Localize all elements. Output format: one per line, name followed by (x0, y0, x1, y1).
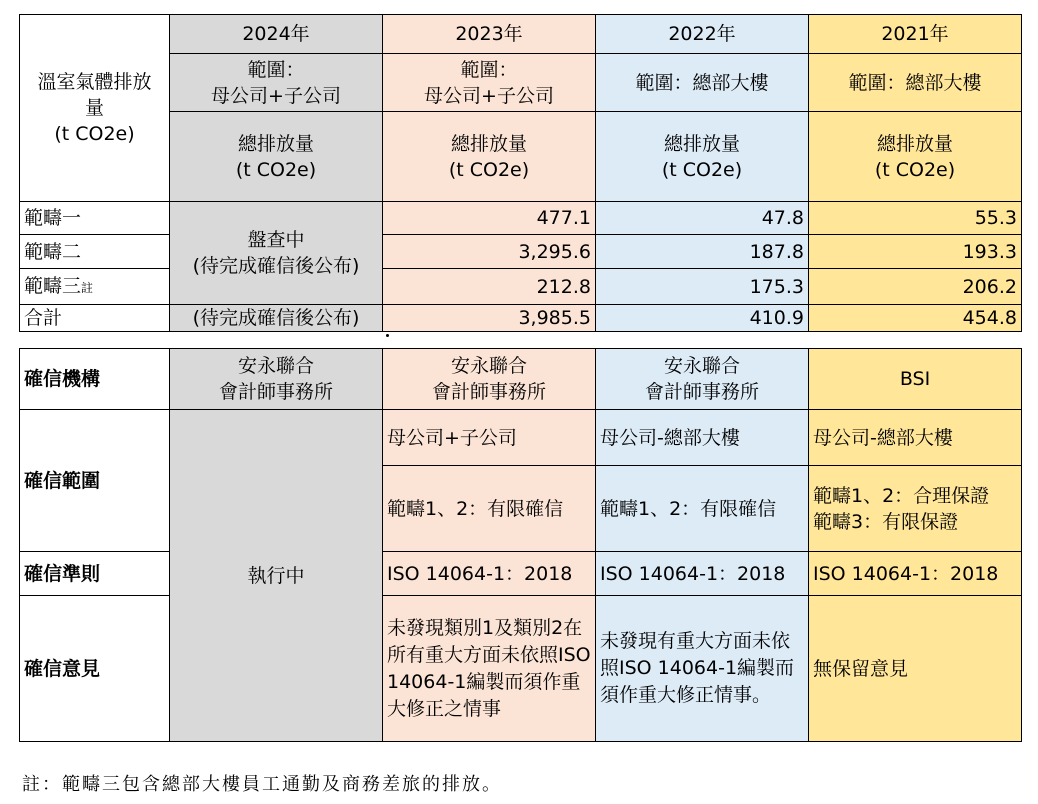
ghg-row-header-line3: 量 (84, 97, 104, 119)
scope2-2021-value: 193.3 (809, 235, 1022, 269)
total-emission-label-2024 (170, 112, 383, 202)
assurance-scope-2021-entity: 母公司-總部大樓 (809, 410, 1022, 466)
ghg-row-header (20, 15, 170, 202)
row-label-text: 範疇一 (24, 207, 82, 229)
scope-2024 (170, 54, 383, 112)
row-label-scope3 (20, 269, 170, 305)
total-emission-label-2022 (596, 112, 809, 202)
assurance-scope-2022-entity: 母公司-總部大樓 (596, 410, 809, 466)
row-label-text: 範疇二 (24, 240, 82, 263)
status-2024 (170, 202, 383, 305)
total-emission-label-text: 總排放量 (876, 132, 953, 155)
total-2022-value: 410.9 (596, 305, 809, 332)
assurance-status-2024: 執行中 (170, 410, 383, 742)
scope-2022: 範圍：總部大樓 (596, 54, 809, 112)
total-emission-label-text: 總排放量 (663, 132, 740, 155)
scope-2024-line2: 母公司+子公司 (211, 84, 341, 107)
org-2024-line2: 會計師事務所 (218, 381, 333, 403)
year-2022-header: 2022年 (596, 15, 809, 54)
year-2023-header: 2023年 (383, 15, 596, 54)
total-emission-label-unit: (t CO2e) (661, 158, 743, 181)
org-2022-line2: 會計師事務所 (644, 381, 759, 403)
scope1-2021-value: 55.3 (809, 202, 1022, 235)
ghg-row-header-unit: (t CO2e) (54, 123, 135, 145)
scope-2023 (383, 54, 596, 112)
opinion-2021: 無保留意見 (809, 596, 1022, 742)
total-emission-label-unit: (t CO2e) (874, 158, 956, 181)
status-2024-line1: 盤查中 (247, 229, 305, 251)
org-2021: BSI (809, 349, 1022, 410)
assurance-scope-2023-entity: 母公司+子公司 (383, 410, 596, 466)
row-label-text: 合計 (24, 307, 63, 329)
scope3-2023-value: 212.8 (383, 269, 596, 305)
standard-2023: ISO 14064-1：2018 (383, 552, 596, 596)
org-2024 (170, 349, 383, 410)
assurance-scope-2021-line2: 範疇3：有限保證 (813, 510, 959, 533)
total-emission-label-2023 (383, 112, 596, 202)
assurance-scope-label: 確信範圍 (20, 410, 170, 552)
org-2023 (383, 349, 596, 410)
org-2022-line1: 安永聯合 (663, 355, 740, 377)
assurance-table (19, 348, 1022, 742)
total-emission-label-2021 (809, 112, 1022, 202)
assurance-scope-2021-level (809, 466, 1022, 552)
year-2021-header: 2021年 (809, 15, 1022, 54)
org-2023-line2: 會計師事務所 (431, 381, 546, 403)
stray-dot (386, 334, 389, 337)
scope-2023-line1: 範圍： (460, 58, 518, 81)
scope1-2023-value: 477.1 (383, 202, 596, 235)
row-label-text: 範疇三 (24, 274, 82, 297)
year-2024-header: 2024年 (170, 15, 383, 54)
total-2021-value: 454.8 (809, 305, 1022, 332)
org-2022 (596, 349, 809, 410)
scope-2021: 範圍：總部大樓 (809, 54, 1022, 112)
scope2-2023-value: 3,295.6 (383, 235, 596, 269)
ghg-emissions-table (19, 14, 1022, 332)
footnote-marker: 註 (81, 280, 94, 295)
status-2024-line2: (待完成確信後公布) (192, 255, 360, 277)
scope3-2021-value: 206.2 (809, 269, 1022, 305)
total-2023-value: 3,985.5 (383, 305, 596, 332)
ghg-row-header-line1: 溫室氣體排 (37, 71, 133, 93)
assurance-scope-2021-line1: 範疇1、2：合理保證 (813, 484, 990, 507)
total-emission-label-unit: (t CO2e) (448, 158, 530, 181)
standard-2021: ISO 14064-1：2018 (809, 552, 1022, 596)
assurance-scope-2022-level: 範疇1、2：有限確信 (596, 466, 809, 552)
opinion-2022: 未發現有重大方面未依照ISO 14064-1編製而須作重大修正情事。 (596, 596, 809, 742)
total-emission-label-unit: (t CO2e) (235, 158, 317, 181)
footnote: 註：範疇三包含總部大樓員工通勤及商務差旅的排放。 (22, 774, 502, 795)
scope1-2022-value: 47.8 (596, 202, 809, 235)
assurance-opinion-label: 確信意見 (20, 596, 170, 742)
row-label-scope2 (20, 235, 170, 269)
scope2-2022-value: 187.8 (596, 235, 809, 269)
scope-2024-line1: 範圍： (247, 58, 305, 81)
org-2023-line1: 安永聯合 (450, 355, 527, 377)
row-label-scope1 (20, 202, 170, 235)
opinion-2023: 未發現類別1及類別2在所有重大方面未依照ISO 14064-1編製而須作重大修正之情事 (383, 596, 596, 742)
assurance-org-label: 確信機構 (20, 349, 170, 410)
scope3-2022-value: 175.3 (596, 269, 809, 305)
scope-2023-line2: 母公司+子公司 (424, 84, 554, 107)
total-emission-label-text: 總排放量 (237, 132, 314, 155)
row-label-total (20, 305, 170, 332)
assurance-standard-label: 確信準則 (20, 552, 170, 596)
standard-2022: ISO 14064-1：2018 (596, 552, 809, 596)
ghg-row-header-line2: 放 (132, 71, 152, 93)
total-2024: (待完成確信後公布) (170, 305, 383, 332)
total-emission-label-text: 總排放量 (450, 132, 527, 155)
assurance-scope-2023-level: 範疇1、2：有限確信 (383, 466, 596, 552)
org-2024-line1: 安永聯合 (237, 355, 314, 377)
